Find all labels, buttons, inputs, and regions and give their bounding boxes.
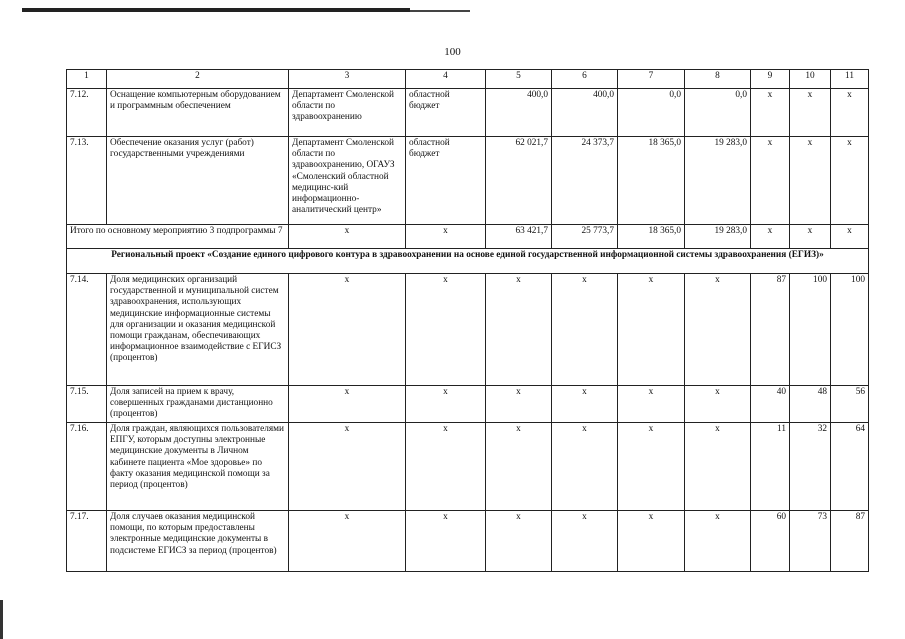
row-value: x bbox=[486, 423, 552, 511]
row-value: x bbox=[289, 274, 406, 386]
row-value: x bbox=[552, 274, 618, 386]
row-value: x bbox=[685, 423, 751, 511]
row-value: 73 bbox=[790, 511, 831, 572]
row-name: Доля записей на прием к врачу, совершенных гражданами дистанционно (процентов) bbox=[107, 386, 289, 423]
row-value: x bbox=[618, 386, 685, 423]
row-value: 32 bbox=[790, 423, 831, 511]
header-cell: 6 bbox=[552, 70, 618, 89]
row-value: x bbox=[289, 386, 406, 423]
total-value: x bbox=[751, 225, 790, 249]
indicator-row bbox=[67, 423, 869, 511]
row-value: x bbox=[486, 274, 552, 386]
row-value: 19 283,0 bbox=[685, 137, 751, 225]
row-value: 48 bbox=[790, 386, 831, 423]
row-value: 87 bbox=[831, 511, 869, 572]
table-row bbox=[67, 137, 869, 225]
row-value: x bbox=[289, 423, 406, 511]
row-value: 100 bbox=[831, 274, 869, 386]
scan-artifact-edge bbox=[0, 600, 3, 639]
row-value: 18 365,0 bbox=[618, 137, 685, 225]
row-value: 56 bbox=[831, 386, 869, 423]
row-value: x bbox=[790, 137, 831, 225]
header-cell: 11 bbox=[831, 70, 869, 89]
indicator-row bbox=[67, 511, 869, 572]
row-value: x bbox=[618, 511, 685, 572]
header-cell: 7 bbox=[618, 70, 685, 89]
row-value: 0,0 bbox=[685, 89, 751, 137]
row-name: Доля медицинских организаций государственной и муниципальной систем здравоохранения, использующих медицинские информационные системы для организации и оказания медицинской помощи гражданам, обеспечивающих информационное взаимодействие с ЕГИСЗ (процентов) bbox=[107, 274, 289, 386]
row-value: x bbox=[831, 137, 869, 225]
row-value: x bbox=[486, 386, 552, 423]
total-value: x bbox=[831, 225, 869, 249]
row-value: x bbox=[406, 423, 486, 511]
header-cell: 2 bbox=[107, 70, 289, 89]
total-value: 18 365,0 bbox=[618, 225, 685, 249]
column-number-row bbox=[67, 70, 869, 89]
row-value: x bbox=[685, 511, 751, 572]
row-number: 7.15. bbox=[67, 386, 107, 423]
row-number: 7.16. bbox=[67, 423, 107, 511]
row-value: x bbox=[289, 511, 406, 572]
total-value: 19 283,0 bbox=[685, 225, 751, 249]
row-value: x bbox=[685, 386, 751, 423]
row-value: x bbox=[831, 89, 869, 137]
total-value: 63 421,7 bbox=[486, 225, 552, 249]
row-name: Доля граждан, являющихся пользователями ЕПГУ, которым доступны электронные медицинские документы в Личном кабинете пациента «Мое здоровье» по факту оказания медицинской помощи за период (процентов) bbox=[107, 423, 289, 511]
row-value: x bbox=[406, 386, 486, 423]
table-row bbox=[67, 89, 869, 137]
row-value: x bbox=[552, 386, 618, 423]
program-table bbox=[66, 69, 869, 572]
row-value: x bbox=[552, 511, 618, 572]
section-row bbox=[67, 249, 869, 274]
section-title: Региональный проект «Создание единого цифрового контура в здравоохранении на основе единой государственной информационной системы здравоохранения (ЕГИЗ)» bbox=[67, 249, 869, 274]
scan-artifact-bar bbox=[22, 8, 410, 12]
row-value: 400,0 bbox=[552, 89, 618, 137]
row-value: 60 bbox=[751, 511, 790, 572]
row-value: 100 bbox=[790, 274, 831, 386]
total-value: x bbox=[289, 225, 406, 249]
row-value: x bbox=[486, 511, 552, 572]
row-number: 7.13. bbox=[67, 137, 107, 225]
indicator-row bbox=[67, 386, 869, 423]
row-value: x bbox=[751, 137, 790, 225]
row-name: Доля случаев оказания медицинской помощи, по которым предоставлены электронные медицинские документы в подсистеме ЕГИСЗ за период (процентов) bbox=[107, 511, 289, 572]
row-value: 0,0 bbox=[618, 89, 685, 137]
row-number: 7.12. bbox=[67, 89, 107, 137]
row-value: 24 373,7 bbox=[552, 137, 618, 225]
total-label: Итого по основному мероприятию 3 подпрограммы 7 bbox=[67, 225, 289, 249]
total-value: x bbox=[406, 225, 486, 249]
page-number: 100 bbox=[444, 46, 461, 58]
row-value: x bbox=[406, 511, 486, 572]
row-source: областной бюджет bbox=[406, 137, 486, 225]
header-cell: 10 bbox=[790, 70, 831, 89]
row-value: x bbox=[618, 423, 685, 511]
row-value: x bbox=[751, 89, 790, 137]
header-cell: 1 bbox=[67, 70, 107, 89]
row-name: Обеспечение оказания услуг (работ) государственными учреждениями bbox=[107, 137, 289, 225]
row-value: 40 bbox=[751, 386, 790, 423]
header-cell: 8 bbox=[685, 70, 751, 89]
header-cell: 5 bbox=[486, 70, 552, 89]
row-value: 11 bbox=[751, 423, 790, 511]
row-number: 7.17. bbox=[67, 511, 107, 572]
total-row bbox=[67, 225, 869, 249]
header-cell: 4 bbox=[406, 70, 486, 89]
total-value: 25 773,7 bbox=[552, 225, 618, 249]
total-value: x bbox=[790, 225, 831, 249]
row-value: x bbox=[618, 274, 685, 386]
header-cell: 3 bbox=[289, 70, 406, 89]
row-name: Оснащение компьютерным оборудованием и программным обеспечением bbox=[107, 89, 289, 137]
row-source: областной бюджет bbox=[406, 89, 486, 137]
row-value: x bbox=[790, 89, 831, 137]
row-executor: Департамент Смоленской области по здравоохранению bbox=[289, 89, 406, 137]
row-executor: Департамент Смоленской области по здравоохранению, ОГАУЗ «Смоленский областной медицинс-кий информационно-аналитический центр» bbox=[289, 137, 406, 225]
row-value: 62 021,7 bbox=[486, 137, 552, 225]
row-value: x bbox=[685, 274, 751, 386]
row-value: 400,0 bbox=[486, 89, 552, 137]
row-value: x bbox=[552, 423, 618, 511]
row-number: 7.14. bbox=[67, 274, 107, 386]
scan-artifact-bar bbox=[410, 10, 470, 12]
row-value: 87 bbox=[751, 274, 790, 386]
header-cell: 9 bbox=[751, 70, 790, 89]
row-value: 64 bbox=[831, 423, 869, 511]
row-value: x bbox=[406, 274, 486, 386]
indicator-row bbox=[67, 274, 869, 386]
